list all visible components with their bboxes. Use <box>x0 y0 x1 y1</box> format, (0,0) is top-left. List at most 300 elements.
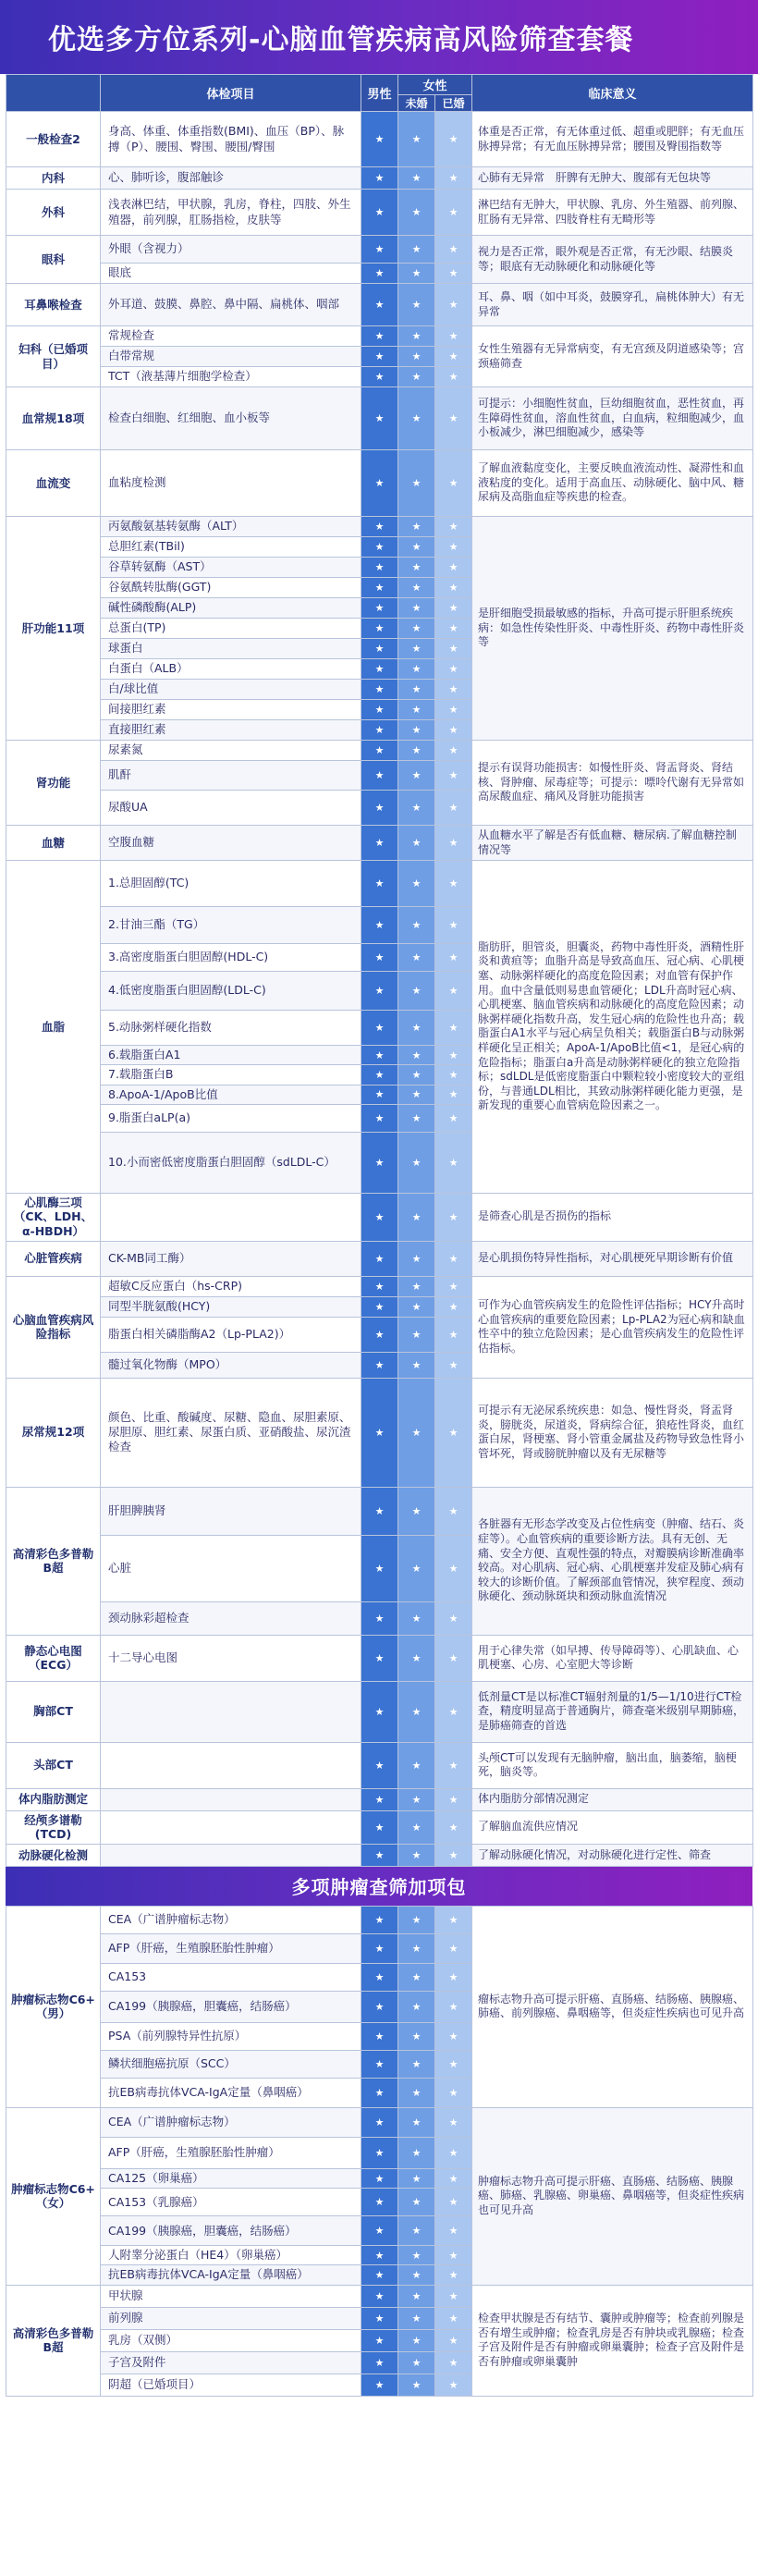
category-cell: 血流变 <box>6 450 101 517</box>
unmarried-mark: ★ <box>398 558 435 578</box>
married-mark: ★ <box>435 861 472 907</box>
married-mark: ★ <box>435 1681 472 1742</box>
married-mark: ★ <box>435 1991 472 2022</box>
table-row <box>6 1378 753 1487</box>
item-cell: 空腹血糖 <box>101 826 361 861</box>
item-cell: 髓过氧化物酶（MPO） <box>101 1352 361 1378</box>
item-cell: 总蛋白(TP) <box>101 619 361 639</box>
meaning-cell: 各脏器有无形态学改变及占位性病变（肿瘤、结石、炎症等）。心血管疾病的重要诊断方法。具有无创、无痛、安全方便、直观性强的特点，对瓣膜病诊断准确率较高。对心肌病、冠心病、心肌梗塞并发症及肺心病有较大的诊断价值。了解颈部血管情况，狭窄程度、颈动脉硬化、颈动脉斑块和颈动脉血流情况 <box>472 1487 753 1635</box>
category-cell: 血糖 <box>6 826 101 861</box>
unmarried-mark: ★ <box>398 826 435 861</box>
unmarried-mark: ★ <box>398 1085 435 1104</box>
item-cell: 谷草转氨酶（AST） <box>101 558 361 578</box>
item-cell: 2.甘油三酯（TG） <box>101 907 361 944</box>
category-cell: 肾功能 <box>6 741 101 826</box>
category-cell: 耳鼻喉检查 <box>6 284 101 326</box>
item-cell: 10.小而密低密度脂蛋白胆固醇（sdLDL-C） <box>101 1132 361 1193</box>
meaning-cell: 可作为心血管疾病发生的危险性评估指标；HCY升高时心血管疾病的重要危险因素；Lp-PLA2为冠心病和缺血性卒中的独立危险因素；是心血管疾病发生的危险性评估指标。 <box>472 1276 753 1378</box>
male-mark: ★ <box>361 537 398 558</box>
item-cell: 丙氨酸氨基转氨酶（ALT） <box>101 517 361 537</box>
table-row <box>6 236 753 264</box>
male-mark: ★ <box>361 1487 398 1535</box>
male-mark: ★ <box>361 1810 398 1844</box>
unmarried-mark: ★ <box>398 1810 435 1844</box>
meaning-cell: 瘤标志物升高可提示肝癌、直肠癌、结肠癌、胰腺癌、肺癌、前列腺癌、鼻咽癌等，但炎症性疾病也可见升高 <box>472 1906 753 2107</box>
married-mark: ★ <box>435 2022 472 2050</box>
category-cell: 妇科（已婚项目） <box>6 326 101 387</box>
item-cell: 碱性磷酸酶(ALP) <box>101 598 361 619</box>
item-cell: 总胆红素(TBil) <box>101 537 361 558</box>
married-mark: ★ <box>435 537 472 558</box>
male-mark: ★ <box>361 2078 398 2107</box>
table-row <box>6 1193 753 1241</box>
male-mark: ★ <box>361 112 398 167</box>
unmarried-mark: ★ <box>398 1991 435 2022</box>
married-mark: ★ <box>435 972 472 1011</box>
male-mark: ★ <box>361 1296 398 1317</box>
category-cell: 体内脂肪测定 <box>6 1788 101 1810</box>
item-cell: 鳞状细胞癌抗原（SCC） <box>101 2050 361 2078</box>
item-cell: 脂蛋白相关磷脂酶A2（Lp-PLA2)） <box>101 1317 361 1352</box>
married-mark: ★ <box>435 1788 472 1810</box>
unmarried-mark: ★ <box>398 1193 435 1241</box>
male-mark: ★ <box>361 861 398 907</box>
married-mark: ★ <box>435 387 472 450</box>
unmarried-mark: ★ <box>398 1296 435 1317</box>
married-mark: ★ <box>435 1276 472 1296</box>
meaning-cell: 脂肪肝，胆管炎，胆囊炎，药物中毒性肝炎，酒精性肝炎和黄疸等；血脂升高是导致高血压、冠心病、心肌梗塞、动脉粥样硬化的高度危险因素；对血管有保护作用。血中含量低则易患血管硬化；LDL升高时冠心病、心肌梗塞、脑血管疾病和动脉硬化的高度危险因素；动脉粥样硬化指数升高，发生冠心病的危险性也升高；载脂蛋白A1水平与冠心病呈负相关；载脂蛋白B与动脉粥样硬化呈正相关；ApoA-1/ApoB比值<1，是冠心病的危险指标；脂蛋白a升高是动脉粥样硬化的独立危险指标；sdLDL是低密度脂蛋白中颗粒较小密度较大的亚组份，与普通LDL相比，其致动脉粥样硬化能力更强，是新发现的重要心血管病危险因素之一。 <box>472 861 753 1194</box>
married-mark: ★ <box>435 2374 472 2396</box>
male-mark: ★ <box>361 2329 398 2351</box>
married-mark: ★ <box>435 326 472 347</box>
item-cell: CA153 <box>101 1963 361 1991</box>
male-mark: ★ <box>361 558 398 578</box>
item-cell: 白带常规 <box>101 347 361 367</box>
married-mark: ★ <box>435 1352 472 1378</box>
table-row <box>6 2107 753 2137</box>
col-male: 男性 <box>361 75 398 112</box>
item-cell: 浅表淋巴结，甲状腺，乳房，脊柱，四肢、外生殖器，前列腺，肛肠指检，皮肤等 <box>101 190 361 236</box>
category-cell: 头部CT <box>6 1742 101 1788</box>
married-mark: ★ <box>435 2107 472 2137</box>
item-cell: 9.脂蛋白aLP(a) <box>101 1104 361 1132</box>
item-cell: 前列腺 <box>101 2307 361 2329</box>
table-row <box>6 450 753 517</box>
meaning-cell: 了解脑血流供应情况 <box>472 1810 753 1844</box>
item-cell: 7.载脂蛋白B <box>101 1065 361 1085</box>
col-category <box>6 75 101 112</box>
married-mark: ★ <box>435 264 472 284</box>
item-cell: TCT（液基薄片细胞学检查） <box>101 367 361 387</box>
married-mark: ★ <box>435 680 472 700</box>
unmarried-mark: ★ <box>398 2137 435 2168</box>
item-cell: 人附睾分泌蛋白（HE4）（卵巢癌） <box>101 2246 361 2265</box>
unmarried-mark: ★ <box>398 2022 435 2050</box>
married-mark: ★ <box>435 619 472 639</box>
item-cell <box>101 1193 361 1241</box>
male-mark: ★ <box>361 2168 398 2188</box>
male-mark: ★ <box>361 326 398 347</box>
category-cell: 血常规18项 <box>6 387 101 450</box>
table-row <box>6 1276 753 1296</box>
table-row <box>6 861 753 907</box>
married-mark: ★ <box>435 1104 472 1132</box>
male-mark: ★ <box>361 1742 398 1788</box>
unmarried-mark: ★ <box>398 1378 435 1487</box>
item-cell: CA153（乳腺癌） <box>101 2189 361 2216</box>
male-mark: ★ <box>361 972 398 1011</box>
married-mark: ★ <box>435 347 472 367</box>
addon-section-banner <box>6 1867 752 1906</box>
category-cell: 肿瘤标志物C6+（男） <box>6 1906 101 2107</box>
meaning-cell: 头颅CT可以发现有无脑肿瘤，脑出血，脑萎缩，脑梗死，脑炎等。 <box>472 1742 753 1788</box>
male-mark: ★ <box>361 1104 398 1132</box>
married-mark: ★ <box>435 1378 472 1487</box>
item-cell: CA125（卵巢癌） <box>101 2168 361 2188</box>
male-mark: ★ <box>361 1378 398 1487</box>
married-mark: ★ <box>435 1963 472 1991</box>
male-mark: ★ <box>361 826 398 861</box>
unmarried-mark: ★ <box>398 1352 435 1378</box>
table-row <box>6 517 753 537</box>
unmarried-mark: ★ <box>398 112 435 167</box>
table-row <box>6 112 753 167</box>
married-mark: ★ <box>435 2216 472 2246</box>
title-banner <box>0 0 758 74</box>
male-mark: ★ <box>361 659 398 680</box>
unmarried-mark: ★ <box>398 2374 435 2396</box>
unmarried-mark: ★ <box>398 264 435 284</box>
married-mark: ★ <box>435 944 472 972</box>
unmarried-mark: ★ <box>398 284 435 326</box>
male-mark: ★ <box>361 761 398 791</box>
item-cell: 十二导心电图 <box>101 1635 361 1681</box>
category-cell: 动脉硬化检测 <box>6 1844 101 1866</box>
item-cell: 4.低密度脂蛋白胆固醇(LDL-C) <box>101 972 361 1011</box>
male-mark: ★ <box>361 1241 398 1276</box>
meaning-cell: 肿瘤标志物升高可提示肝癌、直肠癌、结肠癌、胰腺癌、肺癌、乳腺癌、卵巢癌、鼻咽癌等，但炎症性疾病也可见升高 <box>472 2107 753 2285</box>
unmarried-mark: ★ <box>398 1132 435 1193</box>
meaning-cell: 了解血液黏度变化，主要反映血液流动性、凝滞性和血液粘度的变化。适用于高血压、动脉硬化、脑中风、糖尿病及高脂血症等疾患的检查。 <box>472 450 753 517</box>
married-mark: ★ <box>435 907 472 944</box>
unmarried-mark: ★ <box>398 791 435 826</box>
item-cell: 甲状腺 <box>101 2285 361 2307</box>
male-mark: ★ <box>361 720 398 741</box>
col-married: 已婚 <box>435 95 472 112</box>
male-mark: ★ <box>361 2246 398 2265</box>
unmarried-mark: ★ <box>398 1963 435 1991</box>
married-mark: ★ <box>435 826 472 861</box>
married-mark: ★ <box>435 791 472 826</box>
meaning-cell: 提示有误肾功能损害：如慢性肝炎、肾盂肾炎、肾结核、肾肿瘤、尿毒症等；可提示：嘌呤代谢有无异常如高尿酸血症、痛风及肾脏功能损害 <box>472 741 753 826</box>
male-mark: ★ <box>361 598 398 619</box>
male-mark: ★ <box>361 1788 398 1810</box>
married-mark: ★ <box>435 1296 472 1317</box>
male-mark: ★ <box>361 2107 398 2137</box>
unmarried-mark: ★ <box>398 1601 435 1635</box>
meaning-cell: 检查甲状腺是否有结节、囊肿或肿瘤等；检查前列腺是否有增生或肿瘤；检查乳房是否有肿块或乳腺癌；检查子宫及附件是否有肿瘤或卵巢囊肿；检查子宫及附件是否有肿瘤或卵巢囊肿 <box>472 2285 753 2396</box>
item-cell: CA199（胰腺癌，胆囊癌，结肠癌） <box>101 1991 361 2022</box>
category-cell: 外科 <box>6 190 101 236</box>
married-mark: ★ <box>435 598 472 619</box>
unmarried-mark: ★ <box>398 537 435 558</box>
table-row <box>6 326 753 347</box>
category-cell: 心肌酶三项（CK、LDH、α-HBDH） <box>6 1193 101 1241</box>
item-cell <box>101 1810 361 1844</box>
category-cell: 高清彩色多普勒B超 <box>6 2285 101 2396</box>
male-mark: ★ <box>361 367 398 387</box>
married-mark: ★ <box>435 1132 472 1193</box>
unmarried-mark: ★ <box>398 326 435 347</box>
unmarried-mark: ★ <box>398 741 435 761</box>
male-mark: ★ <box>361 791 398 826</box>
col-female: 女性 <box>398 75 472 95</box>
category-cell: 尿常规12项 <box>6 1378 101 1487</box>
meaning-cell: 耳、鼻、咽（如中耳炎，鼓膜穿孔，扁桃体肿大）有无异常 <box>472 284 753 326</box>
addon-table <box>6 1906 753 2397</box>
item-cell: 颈动脉彩超检查 <box>101 1601 361 1635</box>
male-mark: ★ <box>361 1681 398 1742</box>
table-row <box>6 826 753 861</box>
category-cell: 肿瘤标志物C6+（女） <box>6 2107 101 2285</box>
item-cell: 心脏 <box>101 1535 361 1601</box>
male-mark: ★ <box>361 1132 398 1193</box>
meaning-cell: 低剂量CT是以标准CT辐射剂量的1/5—1/10进行CT检查，精度明显高于普通胸片，筛查毫米级别早期肺癌，是肺癌筛查的首选 <box>472 1681 753 1742</box>
married-mark: ★ <box>435 1487 472 1535</box>
unmarried-mark: ★ <box>398 1317 435 1352</box>
item-cell: CEA（广谱肿瘤标志物） <box>101 2107 361 2137</box>
meaning-cell: 体重是否正常，有无体重过低、超重或肥胖；有无血压脉搏异常；有无血压脉搏异常；腰围及臀围指数等 <box>472 112 753 167</box>
married-mark: ★ <box>435 1810 472 1844</box>
item-cell: CEA（广谱肿瘤标志物） <box>101 1906 361 1933</box>
married-mark: ★ <box>435 284 472 326</box>
male-mark: ★ <box>361 2189 398 2216</box>
male-mark: ★ <box>361 1963 398 1991</box>
male-mark: ★ <box>361 619 398 639</box>
married-mark: ★ <box>435 1065 472 1085</box>
table-row <box>6 1487 753 1535</box>
married-mark: ★ <box>435 2307 472 2329</box>
male-mark: ★ <box>361 1991 398 2022</box>
category-cell: 高清彩色多普勒B超 <box>6 1487 101 1635</box>
male-mark: ★ <box>361 1085 398 1104</box>
package-table <box>6 74 753 1867</box>
married-mark: ★ <box>435 741 472 761</box>
table-row <box>6 1810 753 1844</box>
item-cell: 8.ApoA-1/ApoB比值 <box>101 1085 361 1104</box>
category-cell: 胸部CT <box>6 1681 101 1742</box>
married-mark: ★ <box>435 2137 472 2168</box>
unmarried-mark: ★ <box>398 907 435 944</box>
male-mark: ★ <box>361 944 398 972</box>
meaning-cell: 是筛查心肌是否损伤的指标 <box>472 1193 753 1241</box>
male-mark: ★ <box>361 1046 398 1065</box>
male-mark: ★ <box>361 387 398 450</box>
unmarried-mark: ★ <box>398 2050 435 2078</box>
item-cell: 颜色、比重、酸碱度、尿糖、隐血、尿胆素原、尿胆原、胆红素、尿蛋白质、亚硝酸盐、尿沉渣检查 <box>101 1378 361 1487</box>
meaning-cell: 可提示有无泌尿系统疾患：如急、慢性肾炎，肾盂肾炎，膀胱炎，尿道炎，肾病综合征，狼疮性肾炎，血红蛋白尿，肾梗塞、肾小管重金属盐及药物导致急性肾小管坏死，肾或膀胱肿瘤以及有无尿糖等 <box>472 1378 753 1487</box>
item-cell: 身高、体重、体重指数(BMI)、血压（BP）、脉搏（P）、腰围、臀围、腰围/臀围 <box>101 112 361 167</box>
unmarried-mark: ★ <box>398 1681 435 1742</box>
item-cell <box>101 1742 361 1788</box>
married-mark: ★ <box>435 1011 472 1046</box>
meaning-cell: 淋巴结有无肿大，甲状腺、乳房、外生殖器、前列腺、肛肠有无异常、四肢脊柱有无畸形等 <box>472 190 753 236</box>
male-mark: ★ <box>361 1276 398 1296</box>
married-mark: ★ <box>435 1535 472 1601</box>
male-mark: ★ <box>361 517 398 537</box>
male-mark: ★ <box>361 680 398 700</box>
unmarried-mark: ★ <box>398 720 435 741</box>
meaning-cell: 心肺有无异常 肝脾有无肿大、腹部有无包块等 <box>472 167 753 190</box>
item-cell: 检查白细胞、红细胞、血小板等 <box>101 387 361 450</box>
item-cell: 外眼（含视力） <box>101 236 361 264</box>
male-mark: ★ <box>361 1635 398 1681</box>
item-cell: 尿素氮 <box>101 741 361 761</box>
category-cell: 经颅多谱勒(TCD) <box>6 1810 101 1844</box>
category-cell: 内科 <box>6 167 101 190</box>
item-cell: 阴超（已婚项目） <box>101 2374 361 2396</box>
item-cell: 白蛋白（ALB） <box>101 659 361 680</box>
married-mark: ★ <box>435 367 472 387</box>
unmarried-mark: ★ <box>398 517 435 537</box>
category-cell: 血脂 <box>6 861 101 1194</box>
unmarried-mark: ★ <box>398 619 435 639</box>
unmarried-mark: ★ <box>398 1065 435 1085</box>
unmarried-mark: ★ <box>398 1742 435 1788</box>
male-mark: ★ <box>361 1193 398 1241</box>
male-mark: ★ <box>361 167 398 190</box>
table-row <box>6 284 753 326</box>
unmarried-mark: ★ <box>398 1046 435 1065</box>
category-cell: 静态心电图（ECG） <box>6 1635 101 1681</box>
married-mark: ★ <box>435 167 472 190</box>
col-item: 体检项目 <box>101 75 361 112</box>
meaning-cell: 可提示：小细胞性贫血，巨幼细胞贫血，恶性贫血，再生障碍性贫血，溶血性贫血，白血病，粒细胞减少，血小板减少，淋巴细胞减少，感染等 <box>472 387 753 450</box>
male-mark: ★ <box>361 2216 398 2246</box>
male-mark: ★ <box>361 1906 398 1933</box>
unmarried-mark: ★ <box>398 167 435 190</box>
table-row <box>6 1241 753 1276</box>
item-cell <box>101 1681 361 1742</box>
unmarried-mark: ★ <box>398 680 435 700</box>
married-mark: ★ <box>435 2351 472 2374</box>
male-mark: ★ <box>361 284 398 326</box>
unmarried-mark: ★ <box>398 1535 435 1601</box>
male-mark: ★ <box>361 2137 398 2168</box>
unmarried-mark: ★ <box>398 190 435 236</box>
category-cell: 心脏管疾病 <box>6 1241 101 1276</box>
married-mark: ★ <box>435 761 472 791</box>
married-mark: ★ <box>435 190 472 236</box>
male-mark: ★ <box>361 1065 398 1085</box>
male-mark: ★ <box>361 1933 398 1963</box>
item-cell: 抗EB病毒抗体VCA-IgA定量（鼻咽癌） <box>101 2078 361 2107</box>
married-mark: ★ <box>435 659 472 680</box>
unmarried-mark: ★ <box>398 1241 435 1276</box>
married-mark: ★ <box>435 639 472 659</box>
table-row <box>6 167 753 190</box>
married-mark: ★ <box>435 1906 472 1933</box>
unmarried-mark: ★ <box>398 639 435 659</box>
category-cell: 心脑血管疾病风险指标 <box>6 1276 101 1378</box>
married-mark: ★ <box>435 1844 472 1866</box>
married-mark: ★ <box>435 2329 472 2351</box>
married-mark: ★ <box>435 2265 472 2285</box>
col-unmarried: 未婚 <box>398 95 435 112</box>
unmarried-mark: ★ <box>398 578 435 598</box>
meaning-cell: 体内脂肪分部情况测定 <box>472 1788 753 1810</box>
unmarried-mark: ★ <box>398 1635 435 1681</box>
meaning-cell: 视力是否正常，眼外观是否正常，有无沙眼、结膜炎等；眼底有无动脉硬化和动脉硬化等 <box>472 236 753 284</box>
married-mark: ★ <box>435 517 472 537</box>
table-row <box>6 1681 753 1742</box>
unmarried-mark: ★ <box>398 1276 435 1296</box>
married-mark: ★ <box>435 112 472 167</box>
unmarried-mark: ★ <box>398 2168 435 2188</box>
unmarried-mark: ★ <box>398 367 435 387</box>
table-row <box>6 1635 753 1681</box>
item-cell: 谷氨酰转肽酶(GGT) <box>101 578 361 598</box>
item-cell: 同型半胱氨酸(HCY) <box>101 1296 361 1317</box>
married-mark: ★ <box>435 450 472 517</box>
unmarried-mark: ★ <box>398 2351 435 2374</box>
male-mark: ★ <box>361 2022 398 2050</box>
unmarried-mark: ★ <box>398 659 435 680</box>
item-cell: 肌酐 <box>101 761 361 791</box>
item-cell: 子宫及附件 <box>101 2351 361 2374</box>
male-mark: ★ <box>361 1317 398 1352</box>
item-cell: CK-MB同工酶） <box>101 1241 361 1276</box>
table-row <box>6 741 753 761</box>
item-cell: 6.载脂蛋白A1 <box>101 1046 361 1065</box>
item-cell: 球蛋白 <box>101 639 361 659</box>
unmarried-mark: ★ <box>398 2329 435 2351</box>
unmarried-mark: ★ <box>398 1933 435 1963</box>
married-mark: ★ <box>435 1742 472 1788</box>
table-row <box>6 1844 753 1866</box>
male-mark: ★ <box>361 907 398 944</box>
married-mark: ★ <box>435 2078 472 2107</box>
married-mark: ★ <box>435 236 472 264</box>
married-mark: ★ <box>435 700 472 720</box>
unmarried-mark: ★ <box>398 598 435 619</box>
married-mark: ★ <box>435 1046 472 1065</box>
item-cell: 5.动脉粥样硬化指数 <box>101 1011 361 1046</box>
unmarried-mark: ★ <box>398 1788 435 1810</box>
unmarried-mark: ★ <box>398 2307 435 2329</box>
married-mark: ★ <box>435 2168 472 2188</box>
married-mark: ★ <box>435 2285 472 2307</box>
married-mark: ★ <box>435 558 472 578</box>
male-mark: ★ <box>361 190 398 236</box>
item-cell: 直接胆红素 <box>101 720 361 741</box>
unmarried-mark: ★ <box>398 1011 435 1046</box>
male-mark: ★ <box>361 2374 398 2396</box>
unmarried-mark: ★ <box>398 450 435 517</box>
item-cell: 血粘度检测 <box>101 450 361 517</box>
page-title: 优选多方位系列-心脑血管疾病高风险筛查套餐 <box>48 24 634 56</box>
table-row <box>6 1906 753 1933</box>
table-body-main <box>6 112 753 1867</box>
unmarried-mark: ★ <box>398 2078 435 2107</box>
item-cell: 1.总胆固醇(TC) <box>101 861 361 907</box>
male-mark: ★ <box>361 741 398 761</box>
unmarried-mark: ★ <box>398 2107 435 2137</box>
item-cell: AFP（肝癌，生殖腺胚胎性肿瘤） <box>101 2137 361 2168</box>
male-mark: ★ <box>361 450 398 517</box>
item-cell: CA199（胰腺癌，胆囊癌，结肠癌） <box>101 2216 361 2246</box>
item-cell: AFP（肝癌，生殖腺胚胎性肿瘤） <box>101 1933 361 1963</box>
